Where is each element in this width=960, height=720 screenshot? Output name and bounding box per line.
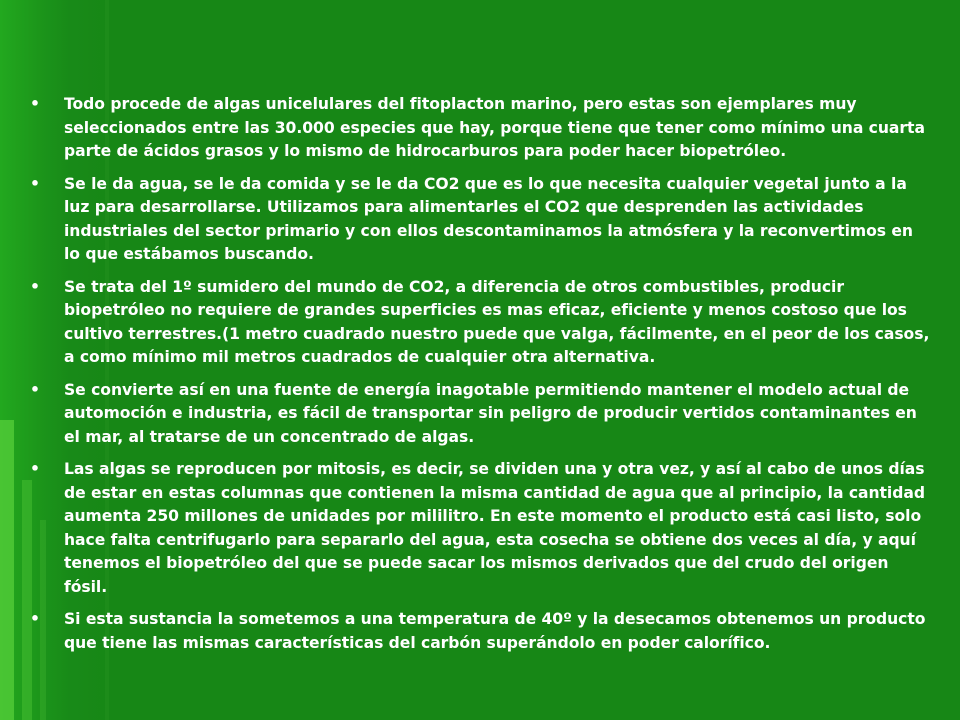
paragraph-text: Se convierte así en una fuente de energía inagotable permitiendo mantener el modelo actual de automoción e industria, es fácil de transportar sin peligro de producir vertidos contaminantes en el mar, al tratarse de un concentrado de algas. — [64, 380, 917, 446]
slide-content — [30, 93, 930, 664]
list-item — [30, 379, 930, 450]
list-item — [30, 458, 930, 599]
paragraph-text: Se trata del 1º sumidero del mundo de CO2, a diferencia de otros combustibles, producir biopetróleo no requiere de grandes superficies es mas eficaz, eficiente y menos costoso que los cultivo terrestres.(1 metro cuadrado nuestro puede que valga, fácilmente, en el peor de los casos, a como mínimo mil metros cuadrados de cualquier otra alternativa. — [64, 277, 930, 366]
list-item — [30, 276, 930, 370]
paragraph-text: Si esta sustancia la sometemos a una temperatura de 40º y la desecamos obtenemos un producto que tiene las mismas características del carbón superándolo en poder calorífico. — [64, 610, 926, 652]
bullet-icon: • — [30, 460, 40, 478]
list-item — [30, 93, 930, 164]
list-item — [30, 608, 930, 655]
paragraph-text: Todo procede de algas unicelulares del fitoplacton marino, pero estas son ejemplares muy seleccionados entre las 30.000 especies que hay, porque tiene que tener como mínimo una cuarta parte de ácidos grasos y lo mismo de hidrocarburos para poder hacer biopetróleo. — [64, 95, 925, 160]
paragraph-text: Las algas se reproducen por mitosis, es decir, se dividen una y otra vez, y así al cabo de unos días de estar en estas columnas que contienen la misma cantidad de agua que al principio, la cantidad aumenta 250 millones de unidades por mililitro. En este momento el producto está casi listo, solo hace falta centrifugarlo para separarlo del agua, esta cosecha se obtiene dos veces al día, y aquí tenemos el biopetróleo del que se puede sacar los mismos derivados que del crudo del origen fósil. — [64, 460, 925, 596]
bullet-list — [30, 93, 930, 655]
paragraph-text: Se le da agua, se le da comida y se le da CO2 que es lo que necesita cualquier vegetal junto a la luz para desarrollarse. Utilizamos para alimentarles el CO2 que desprenden las actividades industriales del sector primario y con ellos descontaminamos la atmósfera y la reconvertimos en lo que estábamos buscando. — [64, 174, 913, 263]
bullet-icon: • — [30, 610, 40, 628]
bullet-icon: • — [30, 95, 40, 113]
list-item — [30, 173, 930, 267]
bullet-icon: • — [30, 277, 40, 296]
bullet-icon: • — [30, 380, 40, 399]
bullet-icon: • — [30, 174, 40, 193]
decorative-stripe — [0, 420, 14, 720]
